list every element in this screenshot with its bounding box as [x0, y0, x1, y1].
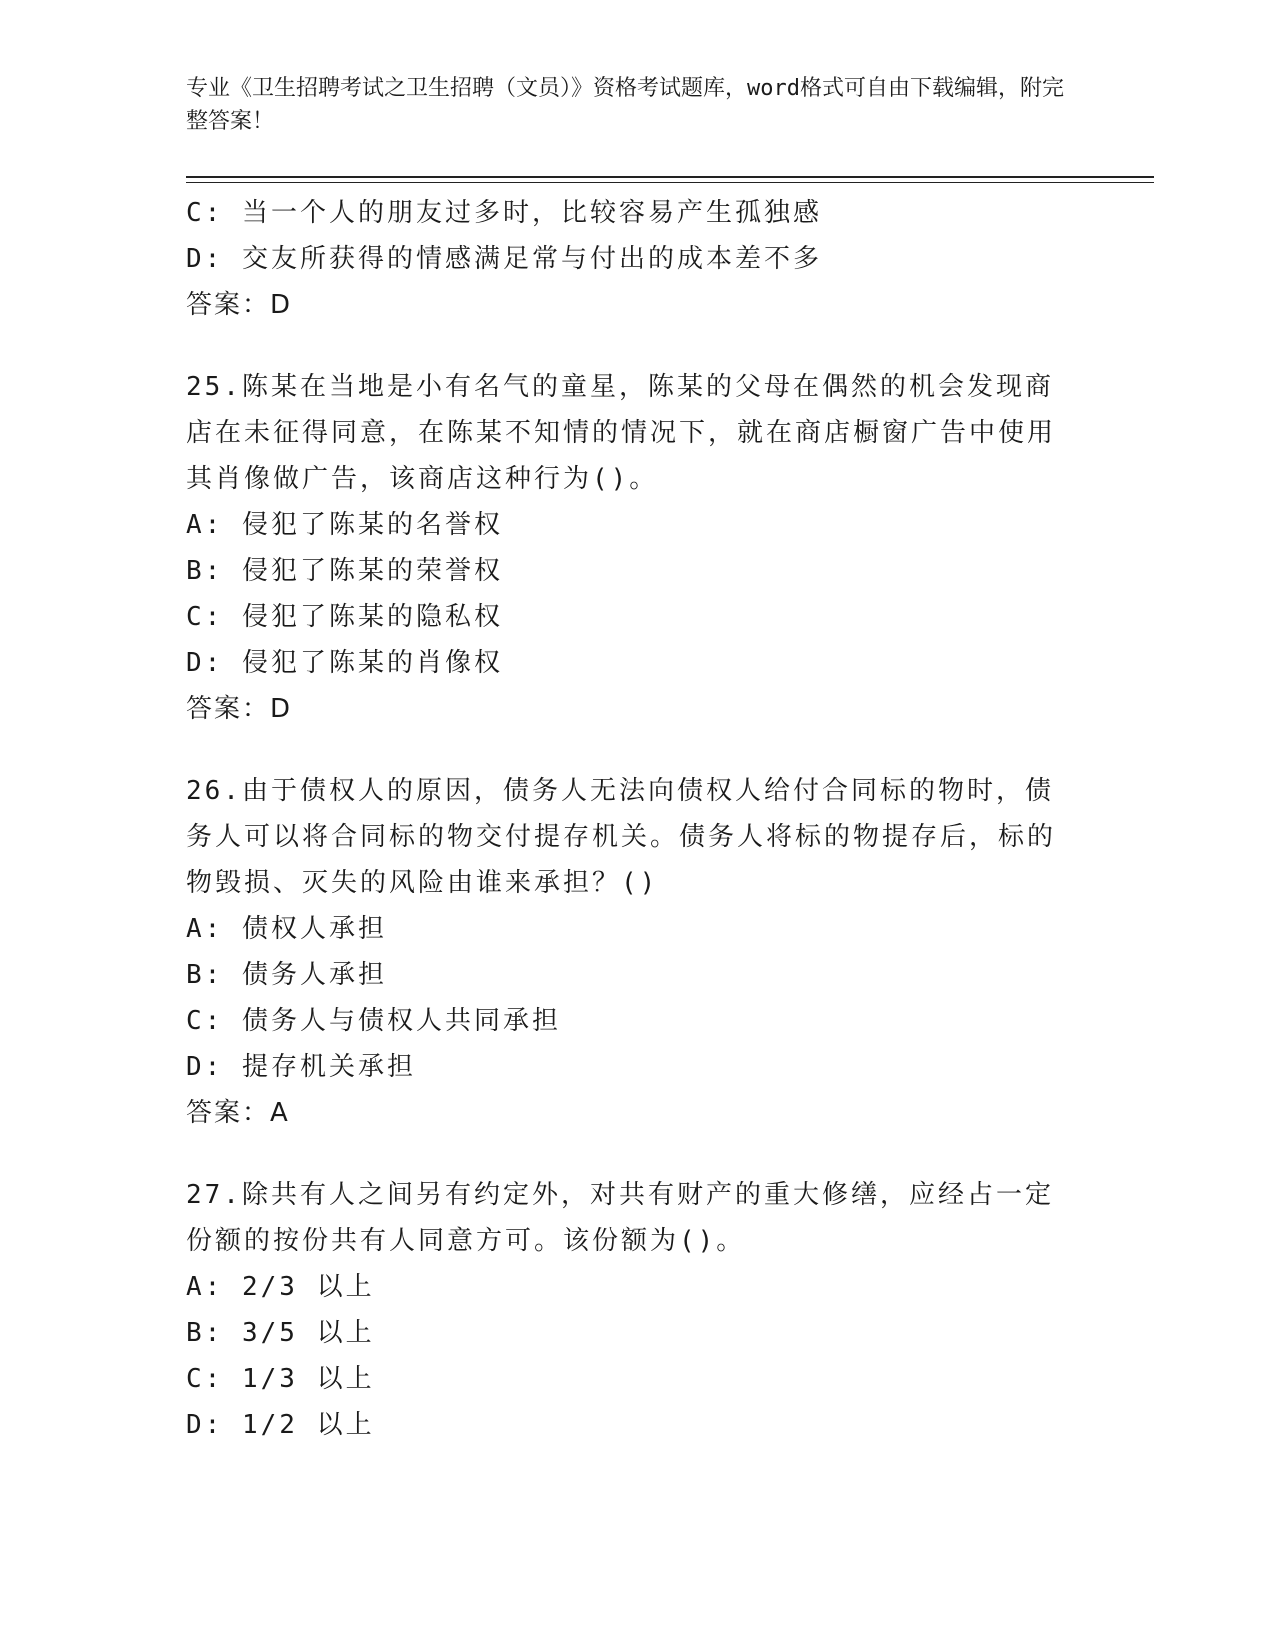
option-c: C: 侵犯了陈某的隐私权: [186, 602, 503, 632]
header-divider-thin: [186, 182, 1154, 183]
option-d: D: 提存机关承担: [186, 1052, 416, 1082]
option-a: A: 侵犯了陈某的名誉权: [186, 510, 503, 540]
answer-line: 答案：D: [186, 694, 293, 724]
option-c: C: 1/3 以上: [186, 1364, 375, 1394]
answer-line: 答案：D: [186, 290, 293, 320]
option-b: B: 债务人承担: [186, 960, 387, 990]
option-a: A: 债权人承担: [186, 914, 387, 944]
option-d: D: 1/2 以上: [186, 1410, 375, 1440]
option-d: D: 侵犯了陈某的肖像权: [186, 648, 503, 678]
question-26: [186, 768, 1086, 1136]
option-d: D: 交友所获得的情感满足常与付出的成本差不多: [186, 244, 822, 274]
question-27: [186, 1172, 1086, 1448]
question-24-continuation: [186, 190, 1086, 328]
option-b: B: 侵犯了陈某的荣誉权: [186, 556, 503, 586]
option-c: C: 当一个人的朋友过多时，比较容易产生孤独感: [186, 198, 822, 228]
option-c: C: 债务人与债权人共同承担: [186, 1006, 561, 1036]
question-text: 27.除共有人之间另有约定外，对共有财产的重大修缮，应经占一定份额的按份共有人同意方可。该份额为()。: [186, 1180, 1054, 1256]
document-header: 专业《卫生招聘考试之卫生招聘（文员）》资格考试题库，word格式可自由下载编辑，附完整答案！: [186, 76, 1064, 134]
header-divider-thick: [186, 176, 1154, 178]
question-content: [186, 190, 1086, 1448]
question-text: 26.由于债权人的原因，债务人无法向债权人给付合同标的物时，债务人可以将合同标的物交付提存机关。债务人将标的物提存后，标的物毁损、灭失的风险由谁来承担？(): [186, 776, 1057, 898]
option-a: A: 2/3 以上: [186, 1272, 375, 1302]
question-25: [186, 364, 1086, 732]
option-b: B: 3/5 以上: [186, 1318, 375, 1348]
answer-line: 答案：A: [186, 1098, 290, 1128]
question-text: 25.陈某在当地是小有名气的童星，陈某的父母在偶然的机会发现商店在未征得同意，在陈某不知情的情况下，就在商店橱窗广告中使用其肖像做广告，该商店这种行为()。: [186, 372, 1057, 494]
